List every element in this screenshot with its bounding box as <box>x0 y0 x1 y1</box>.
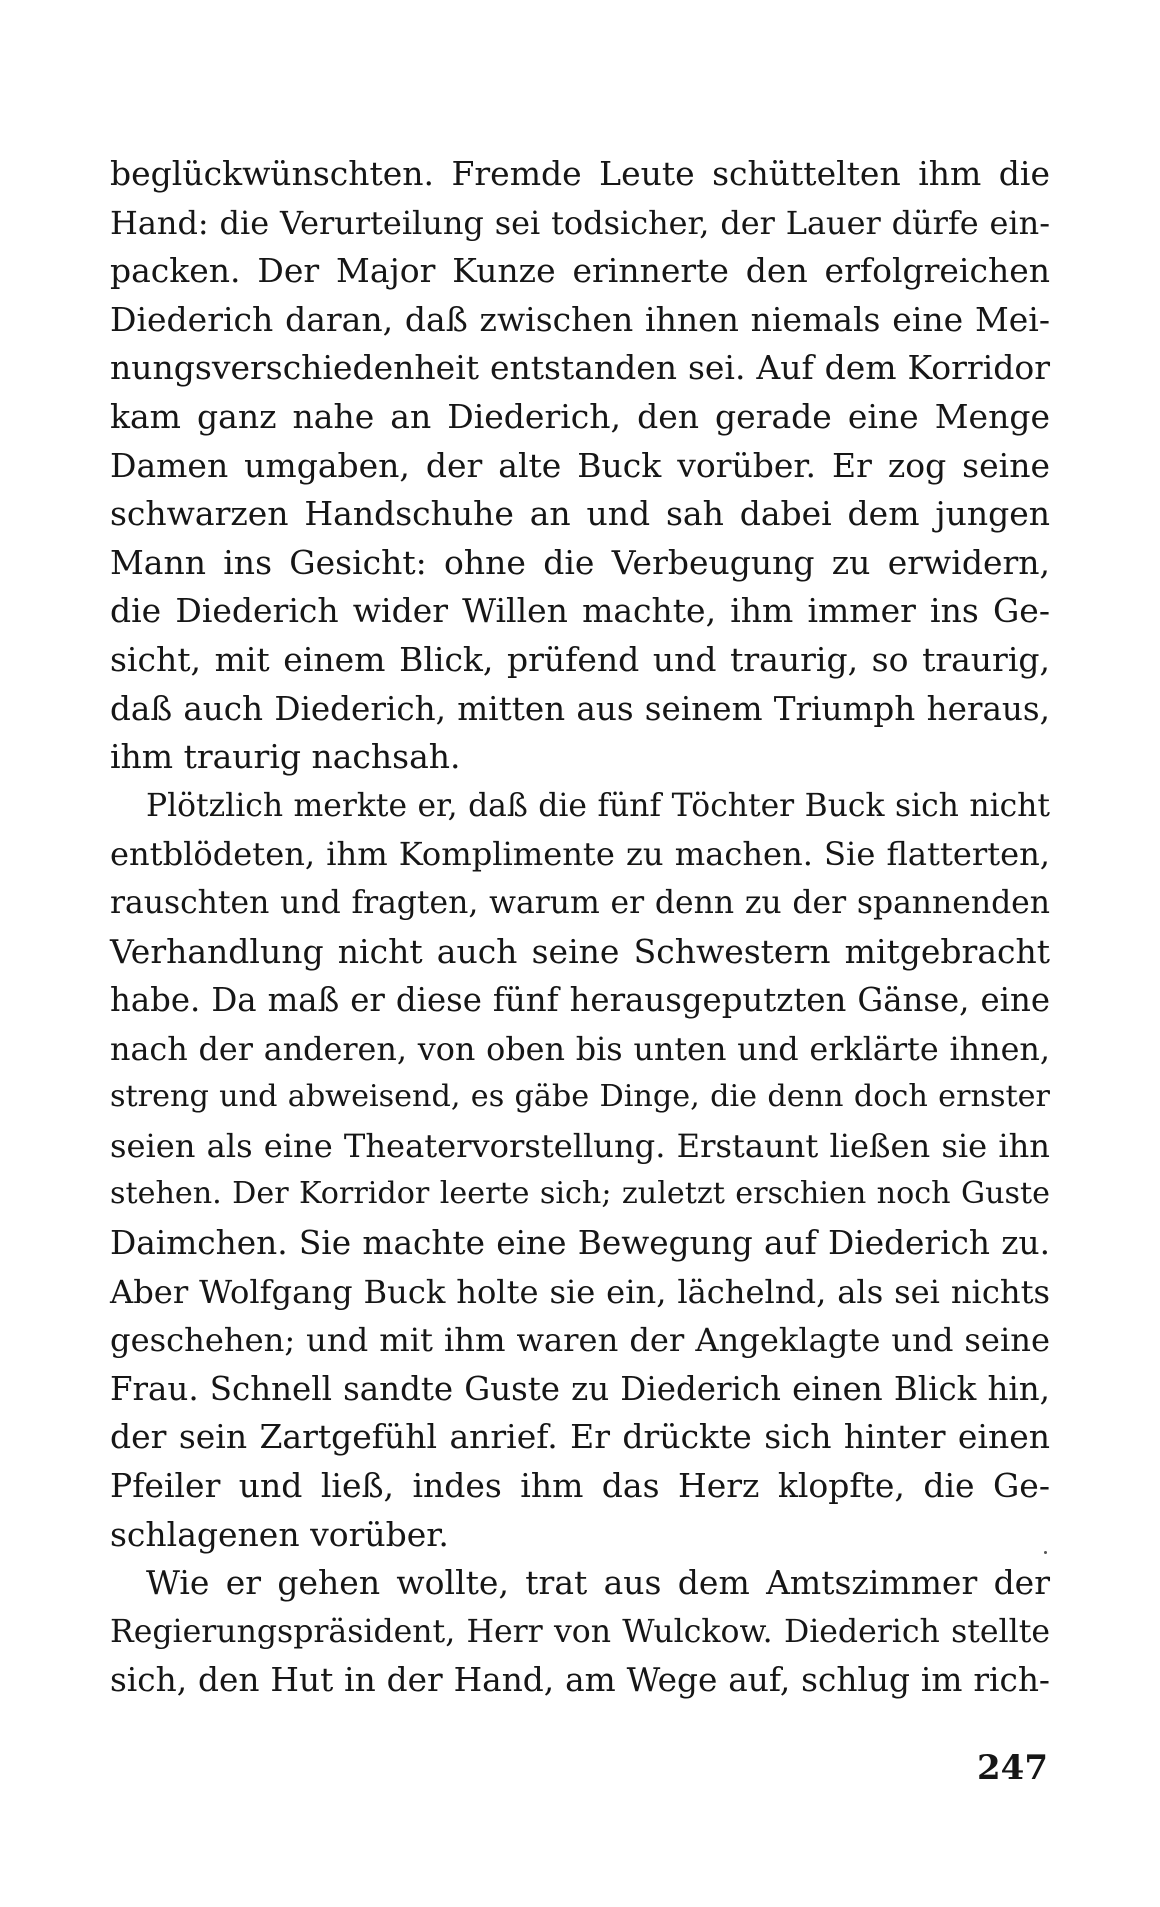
text-line: schlagenen vorüber. <box>110 1514 449 1554</box>
text-line: beglückwünschten. Fremde Leute schüttelten ihm die <box>110 154 1050 193</box>
text-line: sich, den Hut in der Hand, am Wege auf, schlug im rich- <box>110 1661 1050 1700</box>
body-text <box>110 150 1050 1705</box>
text-line: seien als eine Theatervorstellung. Erstaunt ließen sie ihn <box>110 1126 1050 1165</box>
print-speck <box>1044 1551 1047 1554</box>
text-line: die Diederich wider Willen machte, ihm immer ins Ge- <box>110 591 1050 631</box>
text-line: Hand: die Verurteilung sei todsicher, der Lauer dürfe ein- <box>110 203 1050 242</box>
page-number: 247 <box>977 1748 1048 1788</box>
text-line: rauschten und fragten, warum er denn zu der spannenden <box>110 884 1050 921</box>
text-line: Verhandlung nicht auch seine Schwestern mitgebracht <box>110 931 1050 971</box>
text-line: streng und abweisend, es gäbe Dinge, die denn doch ernster <box>110 1079 1050 1115</box>
text-line: Frau. Schnell sandte Guste zu Diederich einen Blick hin, <box>110 1369 1050 1408</box>
text-line: Diederich daran, daß zwischen ihnen niemals eine Mei- <box>110 299 1050 339</box>
text-line: kam ganz nahe an Diederich, den gerade eine Menge <box>110 396 1050 436</box>
text-line: geschehen; und mit ihm waren der Angeklagte und seine <box>110 1321 1050 1360</box>
text-line: habe. Da maß er diese fünf herausgeputzten Gänse, eine <box>110 981 1050 1020</box>
text-line: sicht, mit einem Blick, prüfend und traurig, so traurig, <box>110 639 1050 679</box>
text-line: stehen. Der Korridor leerte sich; zuletzt erschien noch Guste <box>110 1176 1050 1212</box>
text-line: nungsverschiedenheit entstanden sei. Auf dem Korridor <box>110 348 1050 388</box>
text-line: Damen umgaben, der alte Buck vorüber. Er zog seine <box>110 445 1050 485</box>
text-line: Pfeiler und ließ, indes ihm das Herz klopfte, die Ge- <box>110 1466 1050 1506</box>
text-line: daß auch Diederich, mitten aus seinem Triumph heraus, <box>110 689 1050 728</box>
text-line: Daimchen. Sie machte eine Bewegung auf Diederich zu. <box>110 1224 1050 1263</box>
text-line: der sein Zartgefühl anrief. Er drückte sich hinter einen <box>110 1417 1050 1457</box>
text-line: entblödeten, ihm Komplimente zu machen. Sie flatterten, <box>110 835 1050 874</box>
text-line: Wie er gehen wollte, trat aus dem Amtszimmer der <box>146 1563 1050 1603</box>
text-line: ihm traurig nachsah. <box>110 737 461 777</box>
text-line: schwarzen Handschuhe an und sah dabei dem jungen <box>110 494 1050 534</box>
text-line: Regierungspräsident, Herr von Wulckow. Diederich stellte <box>110 1613 1050 1650</box>
text-line: Aber Wolfgang Buck holte sie ein, lächelnd, als sei nichts <box>110 1272 1050 1311</box>
text-line: Mann ins Gesicht: ohne die Verbeugung zu erwidern, <box>110 542 1050 582</box>
text-line: packen. Der Major Kunze erinnerte den erfolgreichen <box>110 251 1050 291</box>
text-line: Plötzlich merkte er, daß die fünf Töchter Buck sich nicht <box>146 787 1050 824</box>
text-line: nach der anderen, von oben bis unten und erklärte ihnen, <box>110 1029 1050 1068</box>
